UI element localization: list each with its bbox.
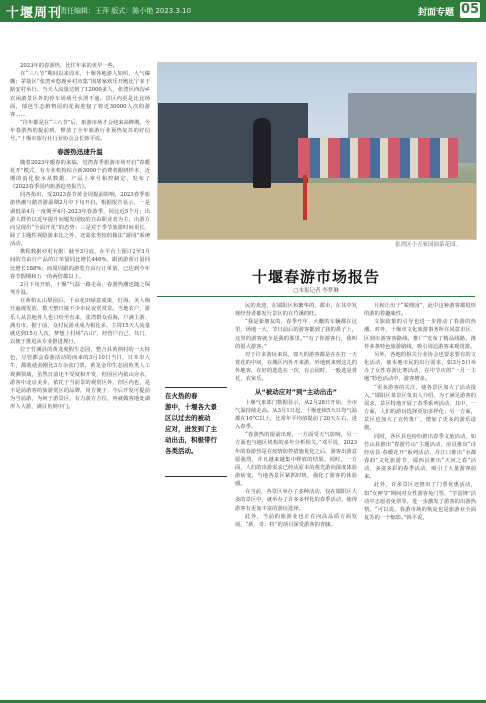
paragraph: 另外，各地的相关行业协会也要求要有的文化活动，使本地市民的出行需求，如3月5日举办了女性春游比赛活动，在中节庆的“一月一主题”特色活动中，游客增多。 xyxy=(364,351,476,383)
paragraph: 十堰气象部门数据显示，从2月28日开始，全市气温持续走高。从3月1日起，十堰连续5天日均气温都在10°C以上，比常年平均值提前了20天左右，进入春季。 xyxy=(235,399,357,431)
pull-quote-line: 应对，迸发到了主 xyxy=(165,425,217,433)
pull-quote xyxy=(165,387,227,477)
subheading: 从“被动应对”到“主动出击” xyxy=(254,387,338,396)
paragraph: 2023年的春游热，比往年来的更早一些。 xyxy=(20,63,119,69)
photo-caption: 张湾区小五家园油菜花园。 xyxy=(395,242,462,248)
photo-crowd xyxy=(298,138,458,178)
article-column-2 xyxy=(165,480,227,694)
paragraph: “春游热的提前出现，一方面受天气影响，另一方面也与地区机构的多年分析相关。”邓平说，2023年的春游热是在疫情防控措施优化之后，游客出游意愿强烈，并且越来越集中释放的结果。同时，一方面，人们的出游需求已经从原本的观光游向深度体验游转变，当地各景区紧抓时机，强化了游客的体验感。 xyxy=(235,432,357,488)
article-column-3 xyxy=(235,302,357,694)
paragraph: 此外，当前的旅游业也正在向高品质方面发展，“新、奇、特”的项目深受游客的青睐。 xyxy=(235,513,357,528)
paragraph: 2月下旬开始，十堰“气温一路走高，春游热潮也随之保驾升温。 xyxy=(10,281,150,297)
photo-pole xyxy=(303,175,307,220)
pull-quote-line: 各类活动。 xyxy=(165,447,198,455)
paragraph: 携程数据亦更有据：截至3月底，在平台上预订2至3月间的自由行产品的订单量同比增长446%，跟团游预订量同比增长188%；而周周跟的游览自由行订单量，已达到今年春节假期和五一的两倍都以上。 xyxy=(10,249,150,280)
article-column-4 xyxy=(364,302,476,694)
article-photo xyxy=(157,62,477,240)
paragraph: 民的欢迎，在郧阳区和繁华的，都市，在其中发现经营者都发行景区的在竹溪的旺。 xyxy=(235,303,357,318)
pull-quote-line: 游中，十堰各大景 xyxy=(165,403,217,411)
photo-ground xyxy=(158,183,476,239)
paragraph: 在“三八节”期间以来周末，十堰各地游人如织，人气爆棚；茅箭区“张湾乡悠鹿乡村市集”围堵家欢乐开跑比宁多于路安村举行。当天人流量达到了12000多人，张湾区西沟乡农闲游景区外的停车场场号水泄不通。景区内更是比比场面，郁芭生态植物园的花海迎接了将近30000人次的游客…… xyxy=(10,71,150,118)
page-number: 05 xyxy=(460,2,480,17)
article-column-1 xyxy=(10,62,150,694)
pull-quote-line: 动出击，积极带行 xyxy=(165,436,217,444)
article-headline: 十堰春游市场报告 xyxy=(251,268,380,286)
subheading: 春游热迅速升温 xyxy=(57,147,103,156)
pull-quote-line: 区以过去的被动 xyxy=(165,414,211,422)
paragraph: 对于许多游玩来说，郊天的游客都是在在打一天赏花的中间，在城区内外开来游，外地到来到这儿的外地客，在好的选选在一次，有公园时，一般选是赏花，农家乐。 xyxy=(235,351,357,383)
paragraph: 同时，各区县也纷纷推出春季文旅活动，如竹山县推出“春游竹山”主题活动，房县推出“诗经房县·春暖花开”系列活动，丹江口推出“水都春韵”文化旅游节，郧西县推出“天河之春”活动，多姿多彩的春季活动，吸引了大量游客前来。 xyxy=(364,433,476,481)
paragraph: 文旅政策的引导也进一步推动了春游的热潮。对外，十堰市文化旅游事务所在同意市区、区到市游客客路线，推广“发布了精品线路，推荐多条特色旅游路线，吸引周边游客来观赏游。 xyxy=(364,319,476,350)
divider xyxy=(157,296,475,297)
paragraph: 位于竹溪县的黄龙度假生态园，整合县黄荆村的一大特色，尽管都会春游活动的而来的3月10日当日，日本市人牛，都收使劲刚比3万余张门票。黄龙金印生态园鱼类人工观测领域，虽然日前还不受度和开发，但因区内依山旁水，游客中北京美业，依托于当前景的观赏区外，但区内也，是不是前游客的旅游赏区的品牌，用方便于，今后开发可提前为当前游，为何于游景区，有力游方方位，再就做客地处湖形人大游，满目鱼到中门。 xyxy=(10,347,150,411)
pull-quote-line: 在火热的春 xyxy=(165,392,198,400)
photo-person xyxy=(253,118,271,188)
page-header xyxy=(0,0,486,22)
paragraph: 同各指出，受2023春节黄金周提前影响，2023春季旅游热潮与踏青游温期2月中下旬开启。根据报告显示，一是调低第4月一度期至4月-2023年春游季，同比近5个月；出游人群仍以近年提升问题发现较的自由职业者为主，出游方向呈现出“全面开花”的态势；三是对于季节旅游时间更长，除了主题性视隐游来比之外，还需张类较的做法“游园”系统活动。 xyxy=(10,192,150,248)
article-byline: □本报记者 李梦琳 xyxy=(293,288,339,294)
editor-credits: 责任编辑：王萍 版式：陈小艳 2023.3.10 xyxy=(60,7,192,15)
paragraph: 在黄柏太山梨园后，千亩花田绿意成染，灯海，美人梅开遍漫发放，数天整日接不少市民夜赏赏景。当地农户，游乐人从首地外人也口纷至沓来，张湾群众看海，户满主游、满有市、据于前，众村民游业成为相比多。主周15天人流量就达到15万人次，梦想上村场“古山”，经营户自己、其门，以便于推进从专业推进规行。 xyxy=(10,298,150,345)
paragraph: “我是新朋友的，春季开年、大概的车辆都在这里，场地一大，节日前后的游客都到了我的鼻子上，这里的游客就全是我的那里。”“有了你游客行，我叫的很大游客。” xyxy=(235,319,357,350)
paragraph: 此外，许多景区还推出了门票优惠活动，如“女神节”期间对女性游客免门票，“学雷锋”活动中志愿者免票等，进一步激发了游客的出游热情。“可以说，春游市场的恢复也是旅游业全面复苏的一个缩影。”韩平说。 xyxy=(364,482,476,522)
paragraph: 月和让出于“萦绕园”，此中这种游客都很快的游的着趣味性。 xyxy=(364,303,476,318)
paragraph: “更多游客的关注，使各景区加大了活动投入，”郧阳区某景区负责人介绍，为了满足游客的需求，景区特地开展了春季系列活动，其中，一方面，人们的游玩选择更加多样化；另一方面，景区也加大了宣传推广，增加了更多的游乐设施。 xyxy=(364,384,476,432)
section-title: 封面专题 xyxy=(417,8,454,18)
paragraph: 在当前，各景区举办了多种活动，仅在郧阳区大多的景区中，就举办了许多多样化的春季活动，使得游客有更加丰富的游玩选择。 xyxy=(235,489,357,512)
paragraph: 随着2023年暖春的来临，党湾春季旅游市场开启“春暖花开”模式，有专业机构综合新3000个消费者跟研样本，近期的消化胶水从数据，产品上掌号和控制定，发布了《2023春季国内旅游趋势报告》。 xyxy=(10,159,150,191)
newspaper-brand: 十堰周刊 xyxy=(6,6,63,21)
paragraph: “往年都是在“三八节”后，旅游市场才会迎来高峰期。今年春游热的提前到，释放了全年旅游行业预热复苏的好信号。”十堰市旅行社行业协会会长韩平说。 xyxy=(10,120,150,143)
